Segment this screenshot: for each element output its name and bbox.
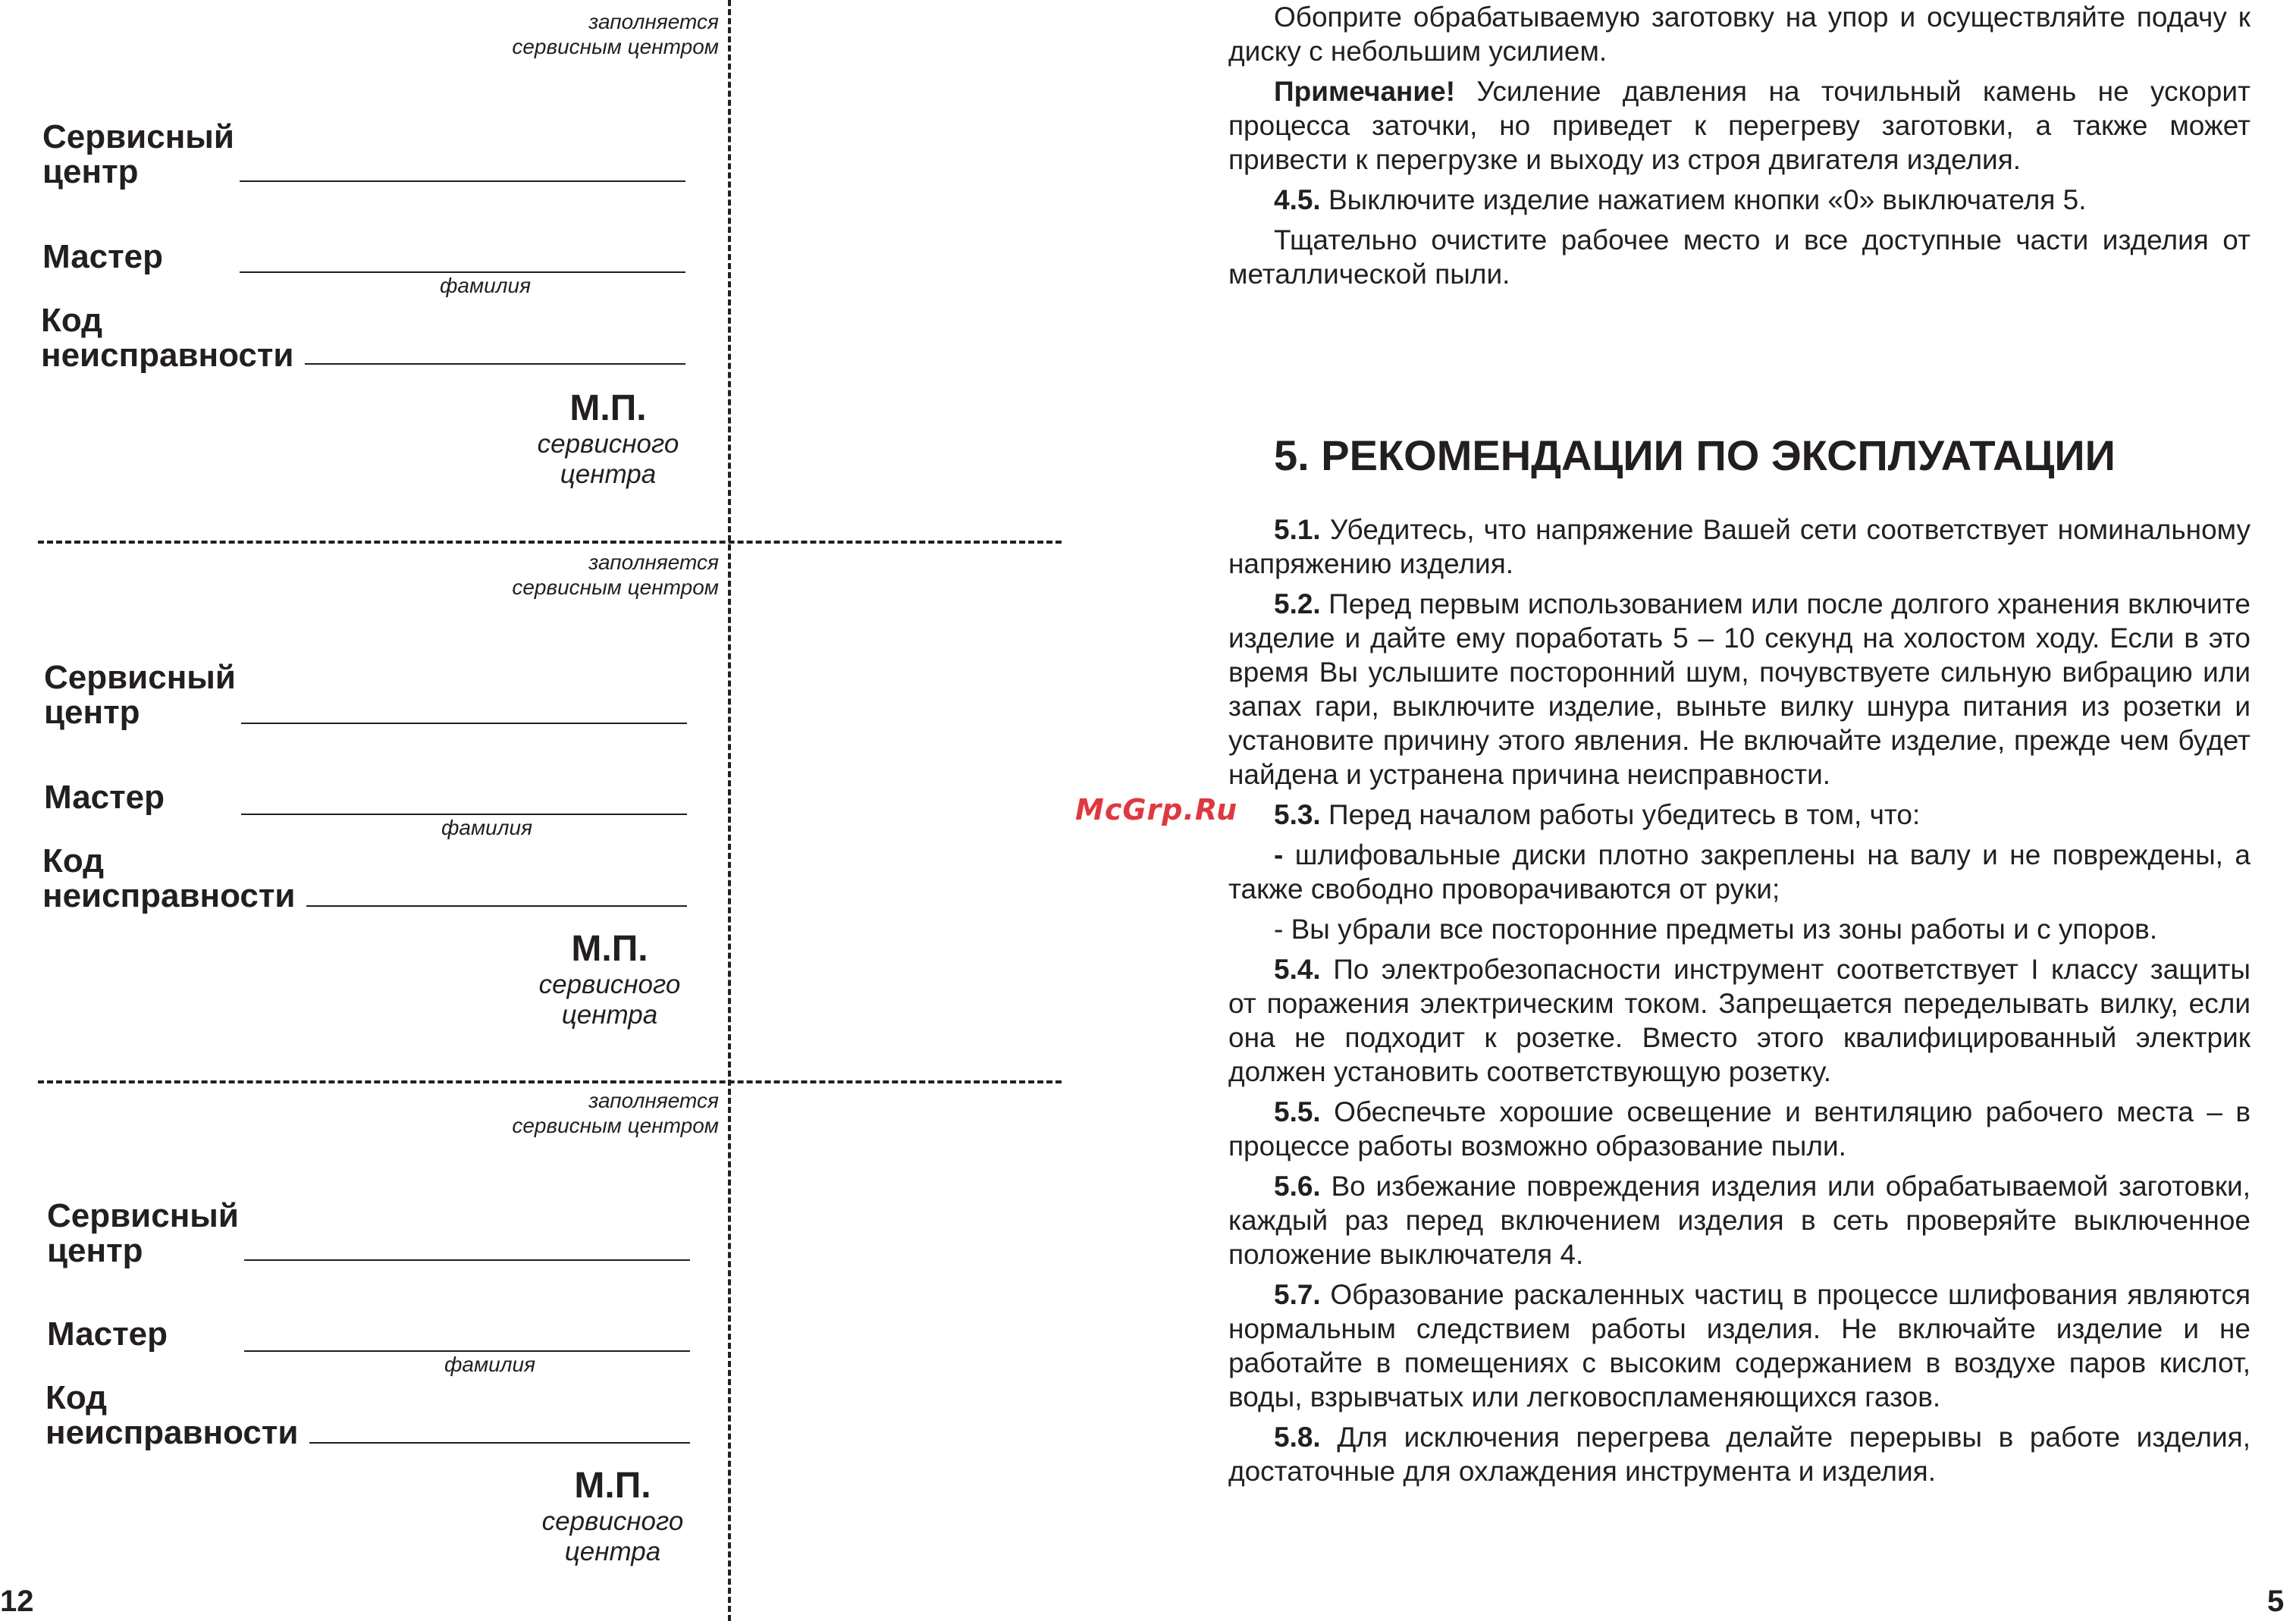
page-number-right: 5: [2267, 1585, 2285, 1618]
fault-code-line[interactable]: [305, 363, 685, 365]
item-5-2: 5.2. Перед первым использованием или после долгого хранения включите изделие и дайте ему поработать 5 – 10 секунд на холостом ходу. Если в это время Вы услышите посторонний шум, почувствуете сильную вибрацию или запах гари, выключите изделие, выньте вилку шнура питания из розетки и установите причину этого явления. Не включайте изделие, прежде чем будет найдена и устранена причина неисправности.: [1228, 588, 2251, 790]
warranty-coupon-3: [0, 1080, 728, 1611]
surname-caption: фамилия: [440, 274, 532, 297]
item-5-1: 5.1. Убедитесь, что напряжение Вашей сети соответствует номинальному напряжению изделия.: [1228, 514, 2251, 579]
master-line[interactable]: [244, 1350, 690, 1352]
watermark: McGrp.Ru: [1075, 793, 1238, 826]
note-paragraph: Примечание! Усиление давления на точильный камень не ускорит процесса заточки, но приведет к перегреву заготовки, а также может привести к перегрузке и выходу из строя двигателя изделия.: [1228, 76, 2251, 175]
service-center-label: Сервисный центр: [44, 659, 236, 731]
stamp-area: М.П. сервисного центра: [541, 1466, 684, 1566]
item-5-3: 5.3. Перед началом работы убедитесь в том, что:: [1274, 799, 1921, 830]
note-label: Примечание!: [1274, 76, 1456, 107]
page-number-left: 12: [0, 1585, 34, 1618]
vertical-cut-line: [728, 0, 731, 1621]
section-title: 5. РЕКОМЕНДАЦИИ ПО ЭКСПЛУАТАЦИИ: [1274, 431, 2116, 479]
fill-note: заполняется сервисным центром: [512, 1089, 719, 1137]
fault-code-line[interactable]: [306, 905, 687, 907]
service-center-line[interactable]: [240, 180, 685, 182]
right-page-text: [1228, 0, 2251, 1494]
service-center-line[interactable]: [244, 1259, 690, 1261]
stamp-area: М.П. сервисного центра: [537, 388, 679, 489]
master-line[interactable]: [240, 271, 685, 273]
master-label: Мастер: [44, 779, 165, 816]
surname-caption: фамилия: [441, 816, 533, 839]
fault-code-label: Код неисправности: [45, 1379, 299, 1451]
master-line[interactable]: [241, 814, 687, 815]
cleanup-paragraph: Тщательно очистите рабочее место и все доступные части изделия от металлической пыли.: [1228, 224, 2251, 290]
surname-caption: фамилия: [444, 1353, 536, 1376]
master-label: Мастер: [47, 1315, 168, 1353]
item-5-4: 5.4. По электробезопасности инструмент соответствует I классу защиты от поражения электрическим током. Запрещается переделывать вилку, если она не подходит к розетке. Вместо этого квалифицированный электрик должен установить соответствующую розетку.: [1228, 954, 2251, 1087]
step-4-5: 4.5. Выключите изделие нажатием кнопки «0» выключателя 5.: [1274, 184, 2087, 215]
intro-paragraph: Обоприте обрабатываемую заготовку на упор и осуществляйте подачу к диску с небольшим усилием.: [1228, 2, 2251, 67]
stamp-area: М.П. сервисного центра: [538, 929, 681, 1030]
fault-code-label: Код неисправности: [41, 302, 294, 374]
item-5-5: 5.5. Обеспечьте хорошие освещение и вентиляцию рабочего места – в процессе работы возможно образование пыли.: [1228, 1096, 2251, 1162]
service-center-label: Сервисный центр: [42, 118, 234, 190]
service-center-line[interactable]: [241, 723, 687, 724]
item-5-7: 5.7. Образование раскаленных частиц в процессе шлифования являются нормальным следствием работы изделия. Не включайте изделие и не работайте в помещениях с высоким содержанием в воздухе паров кислот, воды, взрывчатых или легковоспламеняющихся газов.: [1228, 1279, 2251, 1412]
item-5-8: 5.8. Для исключения перегрева делайте перерывы в работе изделия, достаточные для охлаждения инструмента и изделия.: [1228, 1422, 2251, 1487]
item-5-6: 5.6. Во избежание повреждения изделия или обрабатываемой заготовки, каждый раз перед включением изделия в сеть проверяйте выключенное положение выключателя 4.: [1228, 1171, 2251, 1270]
service-center-label: Сервисный центр: [47, 1197, 239, 1269]
master-label: Мастер: [42, 238, 164, 275]
fill-note: заполняется сервисным центром: [512, 10, 719, 58]
warranty-coupon-1: [0, 0, 728, 531]
fault-code-label: Код неисправности: [42, 842, 296, 914]
item-5-3-bullet-2: - Вы убрали все посторонние предметы из зоны работы и с упоров.: [1274, 914, 2158, 945]
item-5-3-bullet-1: - шлифовальные диски плотно закреплены на валу и не повреждены, а также свободно проворачиваются от руки;: [1228, 839, 2251, 905]
fill-note: заполняется сервисным центром: [512, 550, 719, 599]
warranty-coupon-2: [0, 541, 728, 1071]
fault-code-line[interactable]: [309, 1442, 690, 1444]
